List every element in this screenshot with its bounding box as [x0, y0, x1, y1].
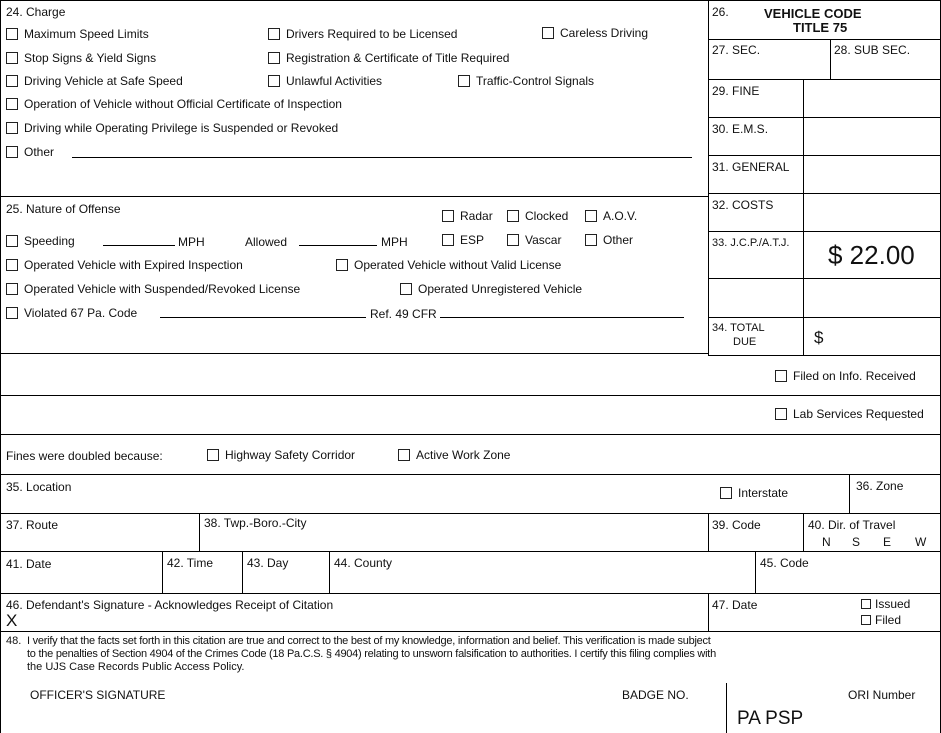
- filed-row-bottom-line: [0, 395, 941, 396]
- other-charge-line[interactable]: [72, 157, 692, 158]
- code39-label: 39. Code: [712, 518, 761, 532]
- checkbox-box[interactable]: [507, 234, 519, 246]
- checkbox-box[interactable]: [720, 487, 732, 499]
- ems-bottom-line: [708, 155, 941, 156]
- dir-east[interactable]: E: [883, 535, 892, 549]
- general-label: 31. GENERAL: [712, 160, 790, 174]
- checkbox-drivers-licensed[interactable]: Drivers Required to be Licensed: [268, 27, 457, 41]
- code45-divider: [755, 551, 756, 593]
- date-label: 41. Date: [6, 557, 52, 571]
- sig-date-divider: [708, 593, 709, 631]
- checkbox-suspended-privilege[interactable]: Driving while Operating Privilege is Suspended or Revoked: [6, 121, 338, 135]
- dir-travel-label: 40. Dir. of Travel: [808, 518, 896, 532]
- twp-label: 38. Twp.-Boro.-City: [204, 516, 307, 530]
- route-label: 37. Route: [6, 518, 59, 532]
- checkbox-no-license[interactable]: Operated Vehicle without Valid License: [336, 258, 561, 272]
- checkbox-max-speed[interactable]: Maximum Speed Limits: [6, 27, 149, 41]
- sec-label: 27. SEC.: [712, 43, 761, 57]
- checkbox-box[interactable]: [207, 449, 219, 461]
- total-label: 34. TOTAL: [712, 322, 765, 334]
- code39-divider: [708, 513, 709, 551]
- checkbox-box[interactable]: [400, 283, 412, 295]
- checkbox-box[interactable]: [6, 28, 18, 40]
- checkbox-box[interactable]: [268, 52, 280, 64]
- checkbox-box[interactable]: [458, 75, 470, 87]
- route-row-bottom-line: [0, 551, 941, 552]
- vehicle-code-title: VEHICLE CODE: [764, 6, 862, 21]
- county-divider: [329, 551, 330, 593]
- allowed-label: Allowed: [245, 235, 288, 249]
- county-label: 44. County: [334, 556, 393, 570]
- checkbox-unlawful-activities[interactable]: Unlawful Activities: [268, 74, 382, 88]
- dir-west[interactable]: W: [915, 535, 927, 549]
- left-border: [0, 0, 1, 733]
- location-row-bottom-line: [0, 513, 941, 514]
- checkbox-interstate[interactable]: Interstate: [720, 486, 788, 500]
- ori-value: PA PSP: [737, 708, 804, 729]
- checkbox-clocked[interactable]: Clocked: [507, 209, 568, 223]
- zone-divider: [849, 474, 850, 513]
- checkbox-box[interactable]: [507, 210, 519, 222]
- vehicle-code-left-border: [708, 0, 709, 355]
- checkbox-box[interactable]: [442, 210, 454, 222]
- checkbox-traffic-signals[interactable]: Traffic-Control Signals: [458, 74, 594, 88]
- verify-line-3: the UJS Case Records Public Access Policy.: [27, 661, 245, 673]
- checkbox-box[interactable]: [775, 408, 787, 420]
- jcp-amount: $ 22.00: [828, 240, 915, 270]
- verify-line-2: to the penalties of Section 4904 of the Crimes Code (18 Pa.C.S. § 4904) relating to unsworn falsification to authorities. I certify this filing complies with: [27, 648, 716, 660]
- checkbox-box[interactable]: [398, 449, 410, 461]
- day-divider: [242, 551, 243, 593]
- checkbox-box[interactable]: [775, 370, 787, 382]
- checkbox-safe-speed[interactable]: Driving Vehicle at Safe Speed: [6, 74, 183, 88]
- dir-south[interactable]: S: [852, 535, 861, 549]
- checkbox-box[interactable]: [585, 210, 597, 222]
- checkbox-aov[interactable]: A.O.V.: [585, 209, 637, 223]
- checkbox-violated-code[interactable]: Violated 67 Pa. Code: [6, 306, 137, 320]
- vehicle-code-header-line: [708, 39, 941, 40]
- checkbox-registration[interactable]: Registration & Certificate of Title Required: [268, 51, 509, 65]
- checkbox-vascar[interactable]: Vascar: [507, 233, 561, 247]
- checkbox-box[interactable]: [6, 98, 18, 110]
- allowed-mph-label: MPH: [381, 235, 408, 249]
- badge-number-label: BADGE NO.: [622, 688, 689, 702]
- checkbox-box[interactable]: [268, 75, 280, 87]
- checkbox-radar[interactable]: Radar: [442, 209, 493, 223]
- checkbox-stop-signs[interactable]: Stop Signs & Yield Signs: [6, 51, 156, 65]
- dir-divider: [803, 513, 804, 551]
- checkbox-box[interactable]: [6, 235, 18, 247]
- doubled-row-bottom-line: [0, 474, 941, 475]
- jcp-bottom-line: [708, 278, 941, 279]
- divider-offense-bottom: [0, 353, 708, 354]
- vehicle-code-subtitle: TITLE 75: [793, 20, 848, 35]
- lab-row-bottom-line: [0, 434, 941, 435]
- costs-bottom-line: [708, 231, 941, 232]
- checkbox-box[interactable]: [6, 122, 18, 134]
- ori-number-label: ORI Number: [848, 688, 916, 702]
- checkbox-issued[interactable]: Issued: [861, 597, 910, 611]
- ref-cfr-line[interactable]: [440, 317, 684, 318]
- zone-label: 36. Zone: [856, 479, 904, 493]
- verify-number: 48.: [6, 635, 22, 647]
- officer-signature-label: OFFICER'S SIGNATURE: [30, 688, 166, 702]
- checkbox-inspection[interactable]: Operation of Vehicle without Official Certificate of Inspection: [6, 97, 342, 111]
- mph-label: MPH: [178, 235, 205, 249]
- speed-line[interactable]: [103, 245, 175, 246]
- checkbox-other-charge[interactable]: Other: [6, 145, 54, 159]
- date-row-bottom-line: [0, 593, 941, 594]
- time-label: 42. Time: [167, 556, 214, 570]
- checkbox-unregistered[interactable]: Operated Unregistered Vehicle: [400, 282, 582, 296]
- ori-divider: [726, 683, 727, 733]
- general-bottom-line: [708, 193, 941, 194]
- checkbox-box[interactable]: [336, 259, 348, 271]
- checkbox-filed[interactable]: Filed: [861, 613, 901, 627]
- checkbox-box[interactable]: [442, 234, 454, 246]
- checkbox-careless-driving[interactable]: Careless Driving: [542, 26, 648, 40]
- location-label: 35. Location: [6, 480, 72, 494]
- charge-label: 24. Charge: [6, 5, 66, 19]
- verify-line-1: I verify that the facts set forth in this citation are true and correct to the best of my knowledge, information and belief. This verification is made subject: [27, 635, 711, 647]
- violated-code-line[interactable]: [160, 317, 366, 318]
- subsec-label: 28. SUB SEC.: [834, 43, 911, 57]
- checkbox-box[interactable]: [6, 259, 18, 271]
- defendant-signature-label: 46. Defendant's Signature - Acknowledges Receipt of Citation: [6, 598, 334, 612]
- costs-label: 32. COSTS: [712, 198, 774, 212]
- checkbox-speeding[interactable]: Speeding: [6, 234, 75, 248]
- checkbox-box[interactable]: [861, 615, 871, 625]
- checkbox-suspended-license[interactable]: Operated Vehicle with Suspended/Revoked License: [6, 282, 300, 296]
- divider-charge-offense: [0, 196, 708, 197]
- fee-label-divider: [803, 79, 804, 355]
- checkbox-box[interactable]: [6, 307, 18, 319]
- checkbox-esp[interactable]: ESP: [442, 233, 484, 247]
- checkbox-box[interactable]: [542, 27, 554, 39]
- checkbox-work-zone[interactable]: Active Work Zone: [398, 448, 510, 462]
- offense-label: 25. Nature of Offense: [6, 202, 121, 216]
- ems-label: 30. E.M.S.: [712, 122, 769, 136]
- checkbox-filed-info[interactable]: Filed on Info. Received: [775, 369, 916, 383]
- vehicle-code-number: 26.: [712, 5, 729, 19]
- sec-divider: [830, 39, 831, 79]
- checkbox-highway-corridor[interactable]: Highway Safety Corridor: [207, 448, 355, 462]
- day-label: 43. Day: [247, 556, 289, 570]
- checkbox-box[interactable]: [585, 234, 597, 246]
- sig-date-label: 47. Date: [712, 598, 758, 612]
- top-border: [0, 0, 941, 1]
- ref-cfr-label: Ref. 49 CFR: [370, 307, 437, 321]
- jcp-label: 33. J.C.P./A.T.J.: [712, 237, 790, 249]
- checkbox-box[interactable]: [268, 28, 280, 40]
- route-divider: [199, 513, 200, 551]
- checkbox-box[interactable]: [6, 52, 18, 64]
- checkbox-lab-services[interactable]: Lab Services Requested: [775, 407, 924, 421]
- checkbox-box[interactable]: [861, 599, 871, 609]
- fine-label: 29. FINE: [712, 84, 760, 98]
- checkbox-expired-inspection[interactable]: Operated Vehicle with Expired Inspection: [6, 258, 243, 272]
- checkbox-box[interactable]: [6, 146, 18, 158]
- vehicle-code-bottom-line: [708, 355, 941, 356]
- checkbox-box[interactable]: [6, 75, 18, 87]
- checkbox-other-offense[interactable]: Other: [585, 233, 633, 247]
- signature-row-bottom-line: [0, 631, 941, 632]
- dir-north[interactable]: N: [822, 535, 831, 549]
- checkbox-box[interactable]: [6, 283, 18, 295]
- total-dollar: $: [814, 328, 824, 347]
- fines-doubled-label: Fines were doubled because:: [6, 449, 163, 463]
- sec-bottom-line: [708, 79, 941, 80]
- fine-bottom-line: [708, 117, 941, 118]
- blank-row-bottom-line: [708, 317, 941, 318]
- total-due-label: DUE: [733, 336, 757, 348]
- time-divider: [162, 551, 163, 593]
- signature-x-mark[interactable]: X: [6, 611, 18, 630]
- code45-label: 45. Code: [760, 556, 809, 570]
- allowed-line[interactable]: [299, 245, 377, 246]
